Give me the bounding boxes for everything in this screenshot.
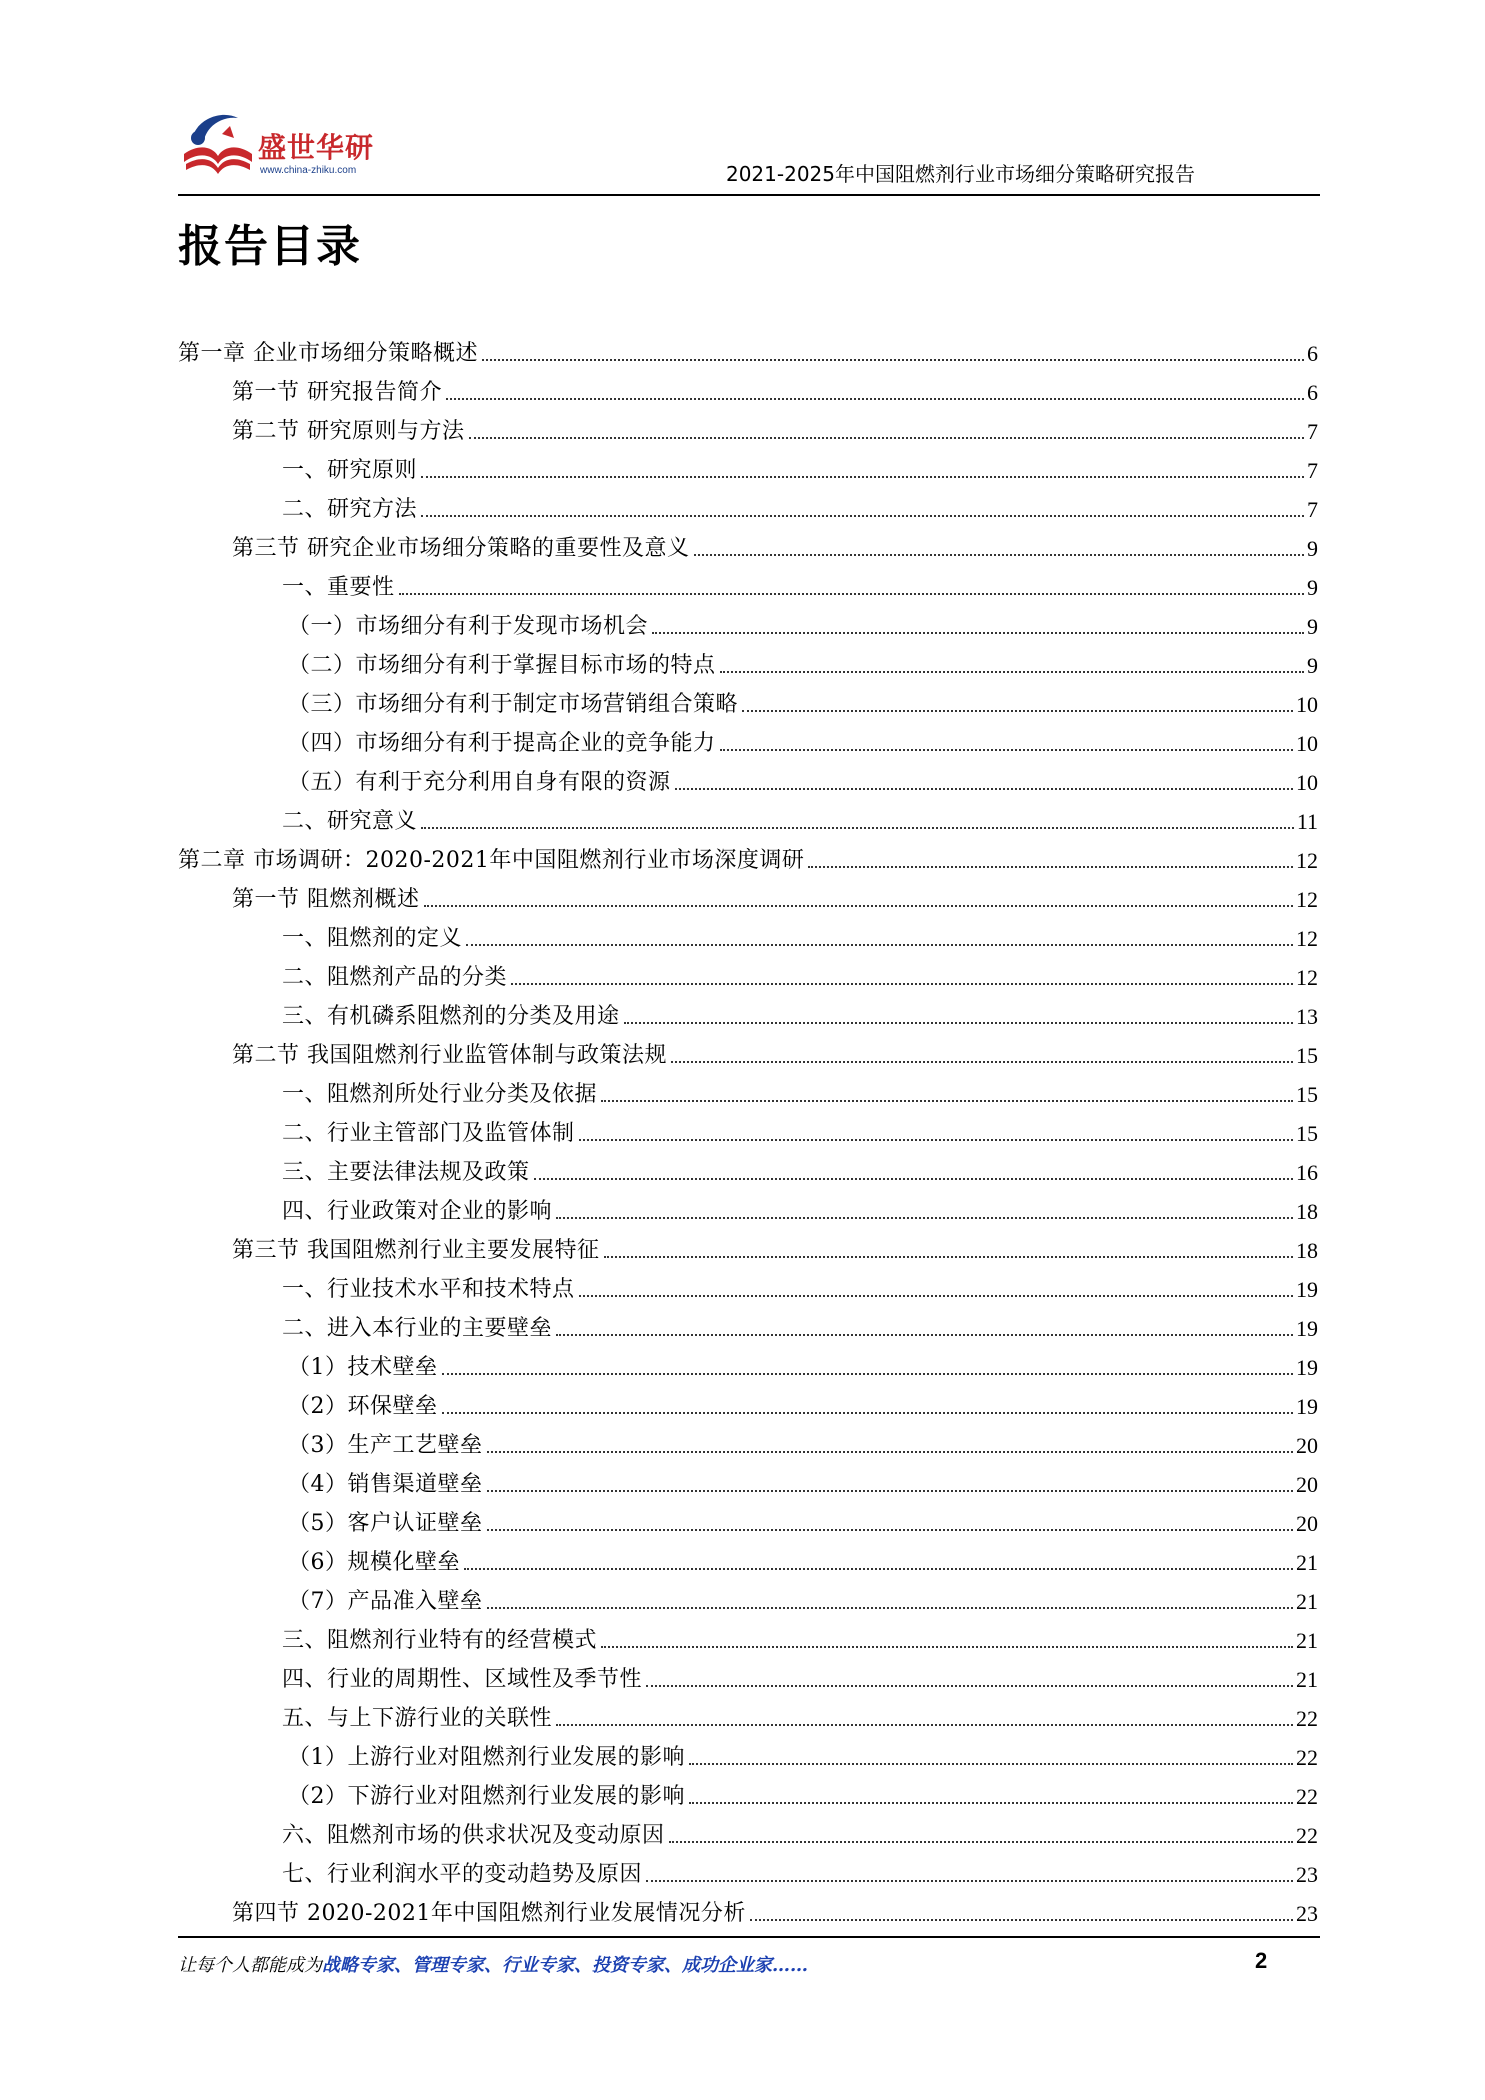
toc-entry[interactable] <box>178 718 1318 757</box>
toc-entry-page: 12 <box>1296 965 1318 990</box>
footer-slogan-highlight: 战略专家、管理专家、行业专家、投资专家、成功企业家…… <box>322 1955 808 1976</box>
toc-entry[interactable] <box>178 601 1318 640</box>
toc-dot-leader <box>487 1529 1294 1531</box>
logo-url: www.china-zhiku.com <box>260 165 357 176</box>
toc-dot-leader <box>694 554 1305 556</box>
toc-entry-page: 10 <box>1296 692 1318 717</box>
toc-entry-page: 22 <box>1296 1745 1318 1770</box>
toc-entry-title: 二、进入本行业的主要壁垒 <box>282 1316 553 1341</box>
toc-entry[interactable] <box>178 952 1318 991</box>
toc-entry-title: 一、阻燃剂所处行业分类及依据 <box>282 1082 598 1107</box>
toc-dot-leader <box>399 593 1304 595</box>
toc-entry-title: （一）市场细分有利于发现市场机会 <box>288 614 649 639</box>
toc-dot-leader <box>534 1178 1293 1180</box>
toc-entry-page: 13 <box>1296 1004 1318 1029</box>
toc-entry-page: 15 <box>1296 1121 1318 1146</box>
toc-entry-title: （1）技术壁垒 <box>288 1355 438 1380</box>
toc-entry-title: 第二节 研究原则与方法 <box>232 419 465 444</box>
toc-entry-title: 六、阻燃剂市场的供求状况及变动原因 <box>282 1823 665 1848</box>
toc-entry[interactable] <box>178 484 1318 523</box>
toc-entry-page: 7 <box>1307 497 1318 522</box>
toc-dot-leader <box>742 710 1293 712</box>
toc-dot-leader <box>464 1568 1293 1570</box>
logo-emblem-icon <box>178 104 258 184</box>
toc-entry-page: 15 <box>1296 1043 1318 1068</box>
toc-entry[interactable] <box>178 757 1318 796</box>
toc-dot-leader <box>579 1139 1293 1141</box>
toc-entry-title: （五）有利于充分利用自身有限的资源 <box>288 770 671 795</box>
toc-entry-page: 23 <box>1296 1862 1318 1887</box>
toc-entry[interactable] <box>178 796 1318 835</box>
toc-entry-page: 9 <box>1307 653 1318 678</box>
toc-entry-title: 五、与上下游行业的关联性 <box>282 1706 553 1731</box>
toc-entry[interactable] <box>178 913 1318 952</box>
toc-dot-leader <box>601 1100 1293 1102</box>
toc-entry-title: （1）上游行业对阻燃剂行业发展的影响 <box>288 1745 685 1770</box>
toc-entry-page: 21 <box>1296 1667 1318 1692</box>
toc-dot-leader <box>669 1841 1293 1843</box>
toc-dot-leader <box>646 1880 1293 1882</box>
toc-dot-leader <box>652 632 1304 634</box>
header-divider <box>178 194 1320 196</box>
toc-dot-leader <box>675 788 1293 790</box>
toc-dot-leader <box>689 1802 1293 1804</box>
toc-entry[interactable] <box>178 1771 1318 1810</box>
toc-entry[interactable] <box>178 1069 1318 1108</box>
toc-entry[interactable] <box>178 445 1318 484</box>
toc-entry-title: 二、阻燃剂产品的分类 <box>282 965 508 990</box>
footer-divider <box>178 1936 1320 1938</box>
page-title: 报告目录 <box>178 221 362 272</box>
toc-entry-title: 第一节 研究报告简介 <box>232 380 442 405</box>
toc-entry[interactable] <box>178 1654 1318 1693</box>
toc-entry[interactable] <box>178 406 1318 445</box>
page-number: 2 <box>1255 1948 1268 1973</box>
toc-entry[interactable] <box>178 562 1318 601</box>
toc-entry[interactable] <box>178 1186 1318 1225</box>
toc-dot-leader <box>556 1724 1293 1726</box>
toc-entry[interactable] <box>178 1225 1318 1264</box>
toc-entry[interactable] <box>178 1615 1318 1654</box>
toc-dot-leader <box>442 1373 1294 1375</box>
toc-dot-leader <box>624 1022 1293 1024</box>
toc-dot-leader <box>424 905 1294 907</box>
toc-dot-leader <box>487 1451 1294 1453</box>
toc-dot-leader <box>750 1919 1293 1921</box>
toc-dot-leader <box>579 1295 1293 1297</box>
toc-dot-leader <box>421 476 1304 478</box>
toc-dot-leader <box>720 671 1304 673</box>
toc-entry-title: （4）销售渠道壁垒 <box>288 1472 483 1497</box>
toc-dot-leader <box>601 1646 1293 1648</box>
toc-entry[interactable] <box>178 1030 1318 1069</box>
toc-entry[interactable] <box>178 1459 1318 1498</box>
toc-entry[interactable] <box>178 1849 1318 1888</box>
toc-entry-title: 三、有机磷系阻燃剂的分类及用途 <box>282 1004 620 1029</box>
toc-entry-page: 22 <box>1296 1823 1318 1848</box>
toc-dot-leader <box>511 983 1293 985</box>
toc-entry[interactable] <box>178 1381 1318 1420</box>
toc-dot-leader <box>646 1685 1293 1687</box>
toc-entry-title: 第二节 我国阻燃剂行业监管体制与政策法规 <box>232 1043 667 1068</box>
toc-entry[interactable] <box>178 328 1318 367</box>
toc-entry-page: 10 <box>1296 770 1318 795</box>
toc-entry-title: （2）下游行业对阻燃剂行业发展的影响 <box>288 1784 685 1809</box>
toc-entry-title: （2）环保壁垒 <box>288 1394 438 1419</box>
toc-entry-title: 第一章 企业市场细分策略概述 <box>178 341 478 366</box>
toc-dot-leader <box>469 437 1305 439</box>
toc-entry-page: 16 <box>1296 1160 1318 1185</box>
toc-entry-page: 20 <box>1296 1433 1318 1458</box>
toc-entry-title: 一、行业技术水平和技术特点 <box>282 1277 575 1302</box>
toc-entry[interactable] <box>178 1420 1318 1459</box>
toc-dot-leader <box>556 1217 1293 1219</box>
toc-dot-leader <box>482 359 1304 361</box>
toc-entry[interactable] <box>178 1264 1318 1303</box>
toc-dot-leader <box>604 1256 1294 1258</box>
toc-entry-title: （7）产品准入壁垒 <box>288 1589 483 1614</box>
toc-dot-leader <box>808 866 1293 868</box>
toc-entry-page: 22 <box>1296 1784 1318 1809</box>
footer-slogan <box>178 1951 808 1977</box>
toc-entry-title: 第三节 研究企业市场细分策略的重要性及意义 <box>232 536 690 561</box>
toc-dot-leader <box>442 1412 1294 1414</box>
toc-entry[interactable] <box>178 1888 1318 1927</box>
toc-entry-page: 9 <box>1307 536 1318 561</box>
toc-entry-title: （5）客户认证壁垒 <box>288 1511 483 1536</box>
toc-entry-title: 一、阻燃剂的定义 <box>282 926 463 951</box>
toc-entry-page: 9 <box>1307 575 1318 600</box>
toc-dot-leader <box>446 398 1304 400</box>
toc-entry-title: 七、行业利润水平的变动趋势及原因 <box>282 1862 643 1887</box>
toc-dot-leader <box>466 944 1293 946</box>
toc-entry-page: 19 <box>1296 1277 1318 1302</box>
toc-entry-title: 第四节 2020-2021年中国阻燃剂行业发展情况分析 <box>232 1901 746 1926</box>
toc-dot-leader <box>671 1061 1293 1063</box>
toc-entry-title: （四）市场细分有利于提高企业的竞争能力 <box>288 731 716 756</box>
table-of-contents <box>178 328 1318 1927</box>
toc-dot-leader <box>487 1490 1294 1492</box>
toc-entry[interactable] <box>178 1732 1318 1771</box>
toc-entry[interactable] <box>178 1303 1318 1342</box>
toc-entry[interactable] <box>178 1576 1318 1615</box>
toc-entry-title: （6）规模化壁垒 <box>288 1550 460 1575</box>
toc-entry-title: 第二章 市场调研：2020-2021年中国阻燃剂行业市场深度调研 <box>178 848 805 873</box>
toc-entry-page: 10 <box>1296 731 1318 756</box>
toc-entry-page: 21 <box>1296 1550 1318 1575</box>
footer-slogan-prefix: 让每个人都能成为 <box>178 1955 322 1976</box>
toc-entry-page: 9 <box>1307 614 1318 639</box>
toc-entry-page: 7 <box>1307 419 1318 444</box>
toc-entry-title: 四、行业的周期性、区域性及季节性 <box>282 1667 643 1692</box>
toc-dot-leader <box>421 827 1294 829</box>
toc-entry-page: 23 <box>1296 1901 1318 1926</box>
toc-entry-page: 7 <box>1307 458 1318 483</box>
toc-entry-title: 第一节 阻燃剂概述 <box>232 887 420 912</box>
toc-entry-page: 6 <box>1307 380 1318 405</box>
toc-entry-title: （三）市场细分有利于制定市场营销组合策略 <box>288 692 739 717</box>
toc-entry-page: 21 <box>1296 1589 1318 1614</box>
toc-dot-leader <box>689 1763 1293 1765</box>
toc-entry-title: （二）市场细分有利于掌握目标市场的特点 <box>288 653 716 678</box>
toc-entry-page: 18 <box>1296 1238 1318 1263</box>
toc-entry-page: 19 <box>1296 1316 1318 1341</box>
toc-entry[interactable] <box>178 679 1318 718</box>
toc-dot-leader <box>556 1334 1293 1336</box>
toc-entry[interactable] <box>178 1108 1318 1147</box>
toc-entry-page: 20 <box>1296 1472 1318 1497</box>
toc-entry-title: 第三节 我国阻燃剂行业主要发展特征 <box>232 1238 600 1263</box>
toc-entry-page: 12 <box>1296 887 1318 912</box>
logo-name: 盛世华研 <box>258 131 375 164</box>
toc-entry-title: 二、行业主管部门及监管体制 <box>282 1121 575 1146</box>
company-logo <box>178 104 388 184</box>
toc-entry-title: 二、研究方法 <box>282 497 418 522</box>
toc-dot-leader <box>487 1607 1294 1609</box>
toc-entry[interactable] <box>178 835 1318 874</box>
toc-entry-page: 18 <box>1296 1199 1318 1224</box>
toc-entry-page: 19 <box>1296 1394 1318 1419</box>
toc-entry-title: 三、阻燃剂行业特有的经营模式 <box>282 1628 598 1653</box>
toc-entry-page: 21 <box>1296 1628 1318 1653</box>
toc-entry[interactable] <box>178 1537 1318 1576</box>
toc-entry-page: 11 <box>1296 809 1318 834</box>
toc-dot-leader <box>421 515 1304 517</box>
toc-entry[interactable] <box>178 1810 1318 1849</box>
toc-entry-page: 12 <box>1296 848 1318 873</box>
toc-entry[interactable] <box>178 1498 1318 1537</box>
toc-entry-title: 二、研究意义 <box>282 809 418 834</box>
toc-entry[interactable] <box>178 991 1318 1030</box>
toc-entry-page: 20 <box>1296 1511 1318 1536</box>
toc-entry[interactable] <box>178 874 1318 913</box>
toc-entry-title: 三、主要法律法规及政策 <box>282 1160 530 1185</box>
toc-entry[interactable] <box>178 1693 1318 1732</box>
toc-entry-page: 6 <box>1307 341 1318 366</box>
toc-entry[interactable] <box>178 367 1318 406</box>
toc-entry-page: 15 <box>1296 1082 1318 1107</box>
toc-entry-page: 12 <box>1296 926 1318 951</box>
toc-entry-title: 一、重要性 <box>282 575 395 600</box>
toc-entry-title: 四、行业政策对企业的影响 <box>282 1199 553 1224</box>
toc-entry-title: （3）生产工艺壁垒 <box>288 1433 483 1458</box>
toc-entry-title: 一、研究原则 <box>282 458 418 483</box>
toc-entry-page: 22 <box>1296 1706 1318 1731</box>
toc-entry-page: 19 <box>1296 1355 1318 1380</box>
report-title: 2021-2025年中国阻燃剂行业市场细分策略研究报告 <box>725 162 1195 186</box>
toc-entry[interactable] <box>178 523 1318 562</box>
toc-entry[interactable] <box>178 1147 1318 1186</box>
toc-entry[interactable] <box>178 640 1318 679</box>
toc-dot-leader <box>720 749 1293 751</box>
toc-entry[interactable] <box>178 1342 1318 1381</box>
